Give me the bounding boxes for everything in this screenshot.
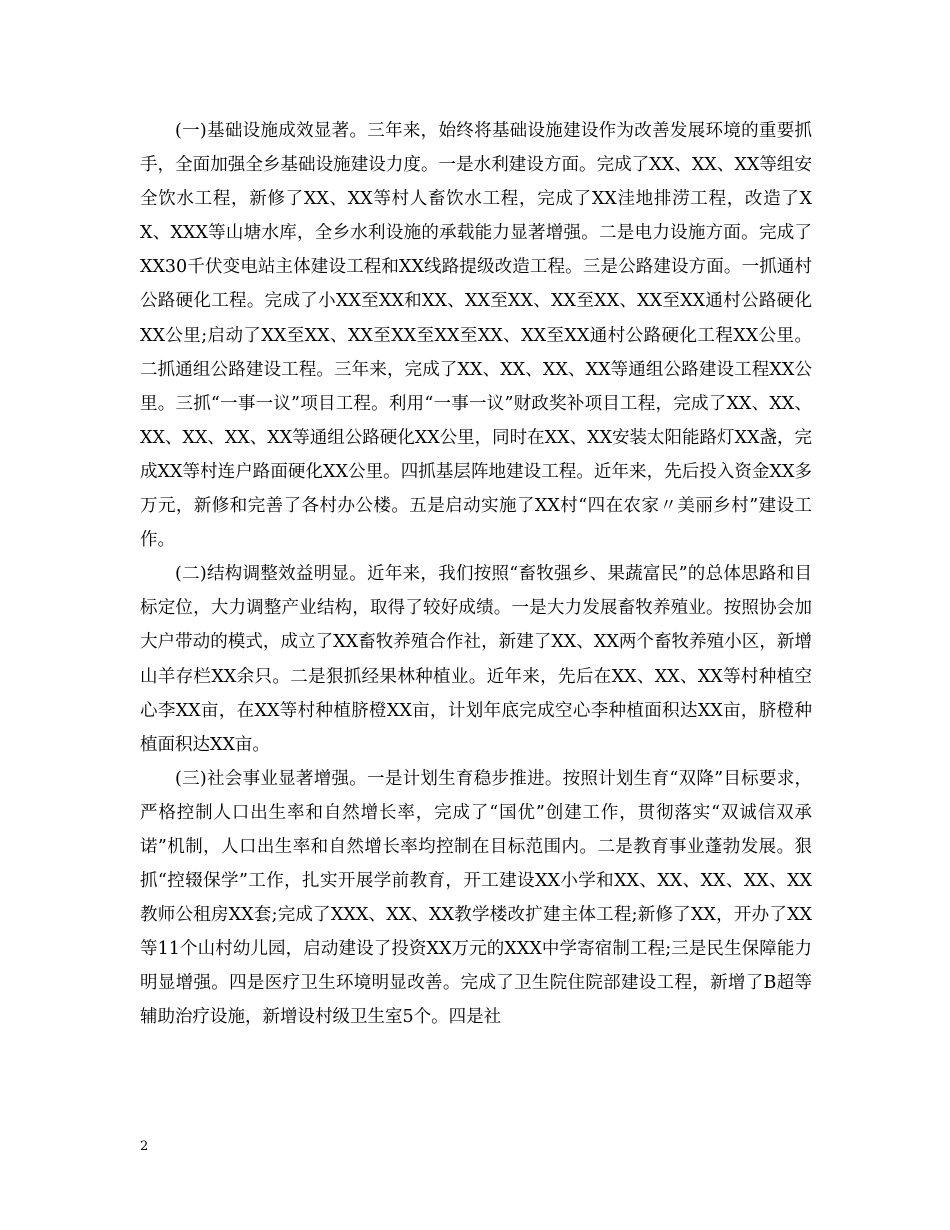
paragraph-social-affairs: (三)社会事业显著增强。一是计划生育稳步推进。按照计划生育“双降”目标要求，严格控制人口出生率和自然增长率，完成了“国优”创建工作，贯彻落实“双诚信双承诺”机制，人口出生率和自然增长率均控制在目标范围内。二是教育事业蓬勃发展。狠抓“控辍保学”工作，扎实开展学前教育，开工建设XX小学和XX、XX、XX、XX、XX教师公租房XX套;完成了XXX、XX、XX教学楼改扩建主体工程;新修了XX，开办了XX等11个山村幼儿园，启动建设了投资XX万元的XXX中学寄宿制工程;三是民生保障能力明显增强。四是医疗卫生环境明显改善。完成了卫生院住院部建设工程，新增了B超等辅助治疗设施，新增设村级卫生室5个。四是社 — [140, 768, 812, 1028]
document-body — [140, 114, 812, 1035]
paragraph-infrastructure: (一)基础设施成效显著。三年来，始终将基础设施建设作为改善发展环境的重要抓手，全面加强全乡基础设施建设力度。一是水利建设方面。完成了XX、XX、XX等组安全饮水工程，新修了XX、XX等村人畜饮水工程，完成了XX洼地排涝工程，改造了XX、XXX等山塘水库，全乡水利设施的承载能力显著增强。二是电力设施方面。完成了XX30千伏变电站主体建设工程和XX线路提级改造工程。三是公路建设方面。一抓通村公路硬化工程。完成了小XX至XX和XX、XX至XX、XX至XX、XX至XX通村公路硬化XX公里;启动了XX至XX、XX至XX至XX至XX、XX至XX通村公路硬化工程XX公里。二抓通组公路建设工程。三年来，完成了XX、XX、XX、XX等通组公路建设工程XX公里。三抓“一事一议”项目工程。利用“一事一议”财政奖补项目工程，完成了XX、XX、XX、XX、XX、XX等通组公路硬化XX公里，同时在XX、XX安装太阳能路灯XX盏，完成XX等村连户路面硬化XX公里。四抓基层阵地建设工程。近年来，先后投入资金XX多万元，新修和完善了各村办公楼。五是启动实施了XX村“四在农家〃美丽乡村”建设工作。 — [140, 121, 812, 551]
paragraph-structure-adjustment: (二)结构调整效益明显。近年来，我们按照“畜牧强乡、果蔬富民”的总体思路和目标定位，大力调整产业结构，取得了较好成绩。一是大力发展畜牧养殖业。按照协会加大户带动的模式，成立了XX畜牧养殖合作社，新建了XX、XX两个畜牧养殖小区，新增山羊存栏XX余只。二是狠抓经果林种植业。近年来，先后在XX、XX、XX等村种植空心李XX亩，在XX等村种植脐橙XX亩，计划年底完成空心李种植面积达XX亩，脐橙种植面积达XX亩。 — [140, 564, 812, 755]
page-number: 2 — [140, 1139, 149, 1154]
